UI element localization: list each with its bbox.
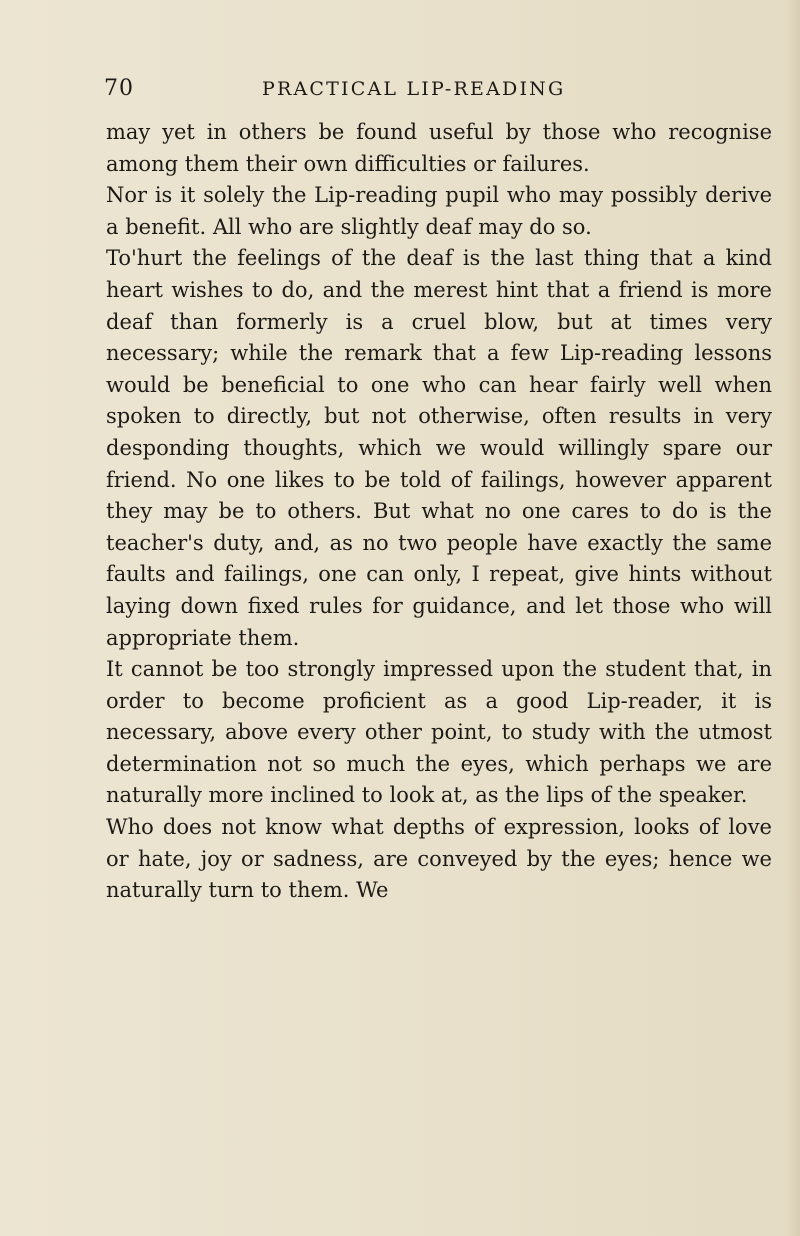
paragraph-1: may yet in others be found useful by those who recognise among them their own difficulties or failures. xyxy=(106,120,772,176)
page-number: 70 xyxy=(104,76,134,101)
paragraph-2: Nor is it solely the Lip-reading pupil who may possibly derive a benefit. All who are slightly deaf may do so. xyxy=(106,183,772,239)
paragraph-3: To'hurt the feelings of the deaf is the last thing that a kind heart wishes to do, and the merest hint that a friend is more deaf than formerly is a cruel blow, but at times very necessary; while the remark that a few Lip-reading lessons would be beneficial to one who can hear fairly well when spoken to directly, but not otherwise, often results in very desponding thoughts, which we would willingly spare our friend. No one likes to be told of failings, however apparent they may be to others. But what no one cares to do is the teacher's duty, and, as no two people have exactly the same faults and failings, one can only, I repeat, give hints without laying down fixed rules for guidance, and let those who will appropriate them. xyxy=(106,246,772,650)
paragraph-5: Who does not know what depths of expression, looks of love or hate, joy or sadness, are conveyed by the eyes; hence we naturally turn to them. We xyxy=(106,815,772,903)
paragraph-4: It cannot be too strongly impressed upon the student that, in order to become proficient as a good Lip-reader, it is necessary, above every other point, to study with the utmost determination not so much the eyes, which perhaps we are naturally more inclined to look at, as the lips of the speaker. xyxy=(106,657,772,808)
running-title: PRACTICAL LIP-READING xyxy=(262,78,566,100)
running-head xyxy=(104,76,776,102)
page-edge-shadow xyxy=(786,0,800,1236)
body-text xyxy=(106,117,772,907)
